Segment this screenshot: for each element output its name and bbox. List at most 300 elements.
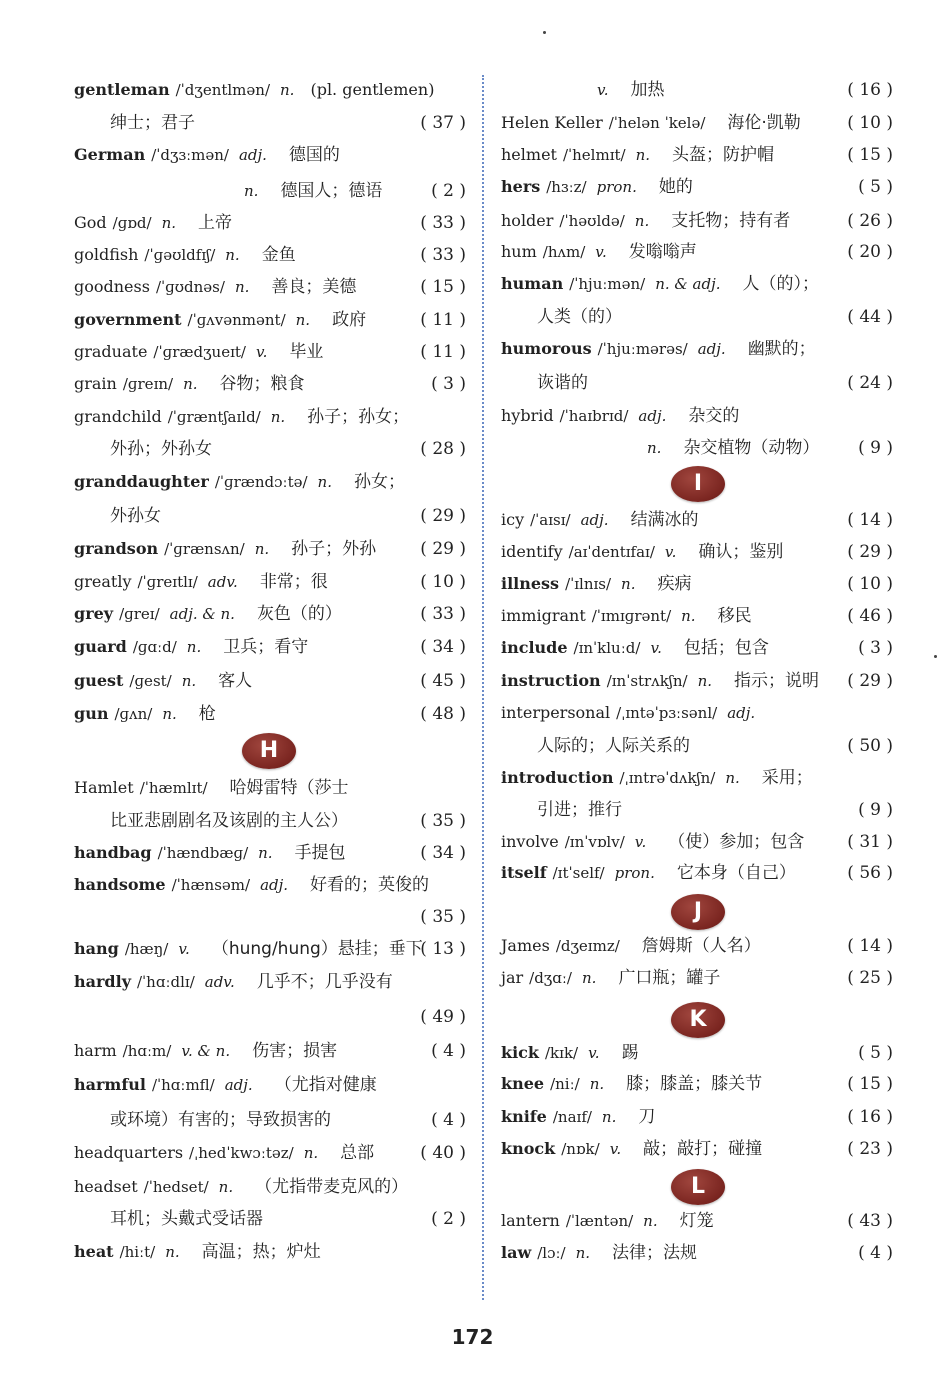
unit-number: ( 37 ) [420, 113, 466, 133]
entry-row [501, 334, 893, 364]
entry-row [501, 633, 893, 663]
unit-number: ( 15 ) [847, 1074, 893, 1094]
part-of-speech: n. & adj. [655, 275, 721, 293]
part-of-speech: n. [186, 638, 202, 656]
headword: harmful [74, 1075, 146, 1094]
entry-row [501, 140, 893, 170]
headword: involve [501, 832, 559, 851]
chinese-definition: 人际的；人际关系的 [537, 736, 690, 756]
unit-number: ( 9 ) [858, 800, 893, 820]
chinese-definition: 采用； [761, 768, 813, 788]
phonetic: /aɪˈdentɪfaɪ/ [568, 543, 655, 561]
headword: government [74, 310, 182, 329]
part-of-speech: v. [255, 343, 268, 361]
chinese-definition: 敲；敲打；碰撞 [643, 1139, 763, 1159]
entry-row [501, 569, 893, 599]
unit-number: ( 11 ) [420, 342, 466, 362]
entry-row [501, 206, 893, 236]
phonetic: /ɡreɪn/ [122, 375, 174, 393]
phonetic: /ˈhelmɪt/ [562, 146, 626, 164]
chinese-definition: 膝；膝盖；膝关节 [626, 1074, 763, 1094]
chinese-definition: 头盔；防护帽 [672, 145, 775, 165]
chinese-definition: 枪 [198, 704, 216, 724]
headword: hang [74, 939, 119, 958]
headword: icy [501, 510, 525, 529]
chinese-definition: 德国的 [288, 145, 340, 165]
unit-number: ( 10 ) [847, 113, 893, 133]
chinese-definition: 疾病 [657, 574, 692, 594]
chinese-definition: 结满冰的 [630, 510, 699, 530]
part-of-speech: n. [635, 146, 651, 164]
unit-number: ( 5 ) [858, 177, 893, 197]
chinese-definition: 诙谐的 [537, 373, 588, 393]
unit-number: ( 29 ) [847, 542, 893, 562]
headword: gentleman [74, 80, 170, 99]
headword: greatly [74, 572, 132, 591]
entry-continuation [74, 501, 466, 531]
unit-number: ( 35 ) [420, 907, 466, 927]
entry-row [74, 1036, 466, 1066]
chinese-definition: 确认；鉴别 [698, 542, 784, 562]
unit-number: ( 4 ) [858, 1243, 893, 1263]
phonetic: /ˈhəʊldə/ [559, 212, 625, 230]
chinese-definition: 总部 [340, 1143, 375, 1163]
chinese-definition: 孙女； [353, 472, 405, 492]
part-of-speech: n. [225, 246, 240, 264]
unit-number: ( 43 ) [847, 1211, 893, 1231]
unit-number: ( 46 ) [847, 606, 893, 626]
chinese-definition: 杂交的 [688, 406, 740, 426]
part-of-speech: adj. [260, 876, 289, 894]
chinese-definition: 幽默的； [747, 339, 816, 359]
entry-row [501, 666, 893, 696]
entry-row [74, 967, 466, 997]
part-of-speech: adv. [207, 573, 238, 591]
headword: God [74, 213, 107, 232]
phonetic: /ɡest/ [129, 672, 172, 690]
headword: gun [74, 704, 109, 723]
part-of-speech: adj. [727, 704, 756, 722]
headword: human [501, 274, 564, 293]
phonetic: /ˈɡrædʒueɪt/ [153, 343, 246, 361]
part-of-speech: v. & n. [181, 1042, 231, 1060]
phonetic: /lɔː/ [537, 1244, 566, 1262]
unit-number: ( 2 ) [431, 1209, 466, 1229]
chinese-definition: 引进；推行 [537, 800, 622, 820]
chinese-definition: 人（的）； [742, 274, 820, 294]
part-of-speech: n. [181, 672, 197, 690]
phonetic: /naɪf/ [552, 1108, 592, 1126]
phonetic: /ˈhaɪbrɪd/ [559, 407, 629, 425]
unit-number: ( 29 ) [847, 671, 893, 691]
phonetic: /ˈdʒentlmən/ [175, 81, 271, 99]
print-speck [934, 655, 937, 658]
part-of-speech: n. [234, 278, 250, 296]
phonetic: /niː/ [550, 1075, 580, 1093]
unit-number: ( 49 ) [420, 1007, 466, 1027]
unit-number: ( 28 ) [420, 439, 466, 459]
headword: grey [74, 604, 114, 623]
part-of-speech: adj. [697, 340, 726, 358]
entry-continuation [74, 806, 466, 836]
entry-row [74, 699, 466, 729]
unit-number: ( 33 ) [420, 604, 466, 624]
entry-row [74, 369, 466, 399]
chinese-definition: 她的 [658, 177, 693, 197]
unit-number: ( 23 ) [847, 1139, 893, 1159]
entry-row [501, 827, 893, 857]
chinese-definition: 耳机；头戴式受话器 [110, 1209, 263, 1229]
entry-row [74, 1070, 466, 1100]
chinese-definition: 广口瓶；罐子 [618, 968, 721, 988]
entry-row [501, 1069, 893, 1099]
phonetic: /hɑːm/ [122, 1042, 172, 1060]
page-number: 172 [451, 1325, 494, 1349]
chinese-definition: 灯笼 [679, 1211, 714, 1231]
column-divider [482, 75, 484, 1300]
unit-number: ( 40 ) [420, 1143, 466, 1163]
headword: interpersonal [501, 703, 611, 722]
phonetic: /dʒɑː/ [529, 969, 572, 987]
phonetic: /ˈhɑːmfl/ [151, 1076, 215, 1094]
part-of-speech: n. [183, 375, 198, 393]
entry-row [74, 934, 466, 964]
part-of-speech: n. [258, 844, 273, 862]
entry-row [74, 208, 466, 238]
headword: immigrant [501, 606, 586, 625]
part-of-speech: adj. [638, 407, 667, 425]
phonetic: /ˈhænsəm/ [171, 876, 251, 894]
headword: handsome [74, 875, 166, 894]
chinese-definition: 指示；说明 [734, 671, 820, 691]
headword: itself [501, 863, 547, 882]
chinese-definition: 包括；包含 [683, 638, 769, 658]
unit-number: ( 11 ) [420, 310, 466, 330]
section-letter-l: L [671, 1169, 725, 1205]
phonetic: /ˌhedˈkwɔːtəz/ [189, 1144, 294, 1162]
entry-row [74, 75, 466, 105]
headword: grandchild [74, 407, 162, 426]
part-of-speech: n. [161, 214, 177, 232]
chinese-definition: 支托物；持有者 [671, 211, 791, 231]
headword: introduction [501, 768, 614, 787]
phonetic: /ˈhɑːdlɪ/ [137, 973, 195, 991]
headword: law [501, 1243, 532, 1262]
entry-row [501, 537, 893, 567]
part-of-speech: n. [244, 182, 259, 200]
entry-row [74, 402, 466, 432]
entry-continuation [501, 795, 893, 825]
unit-number: ( 50 ) [847, 736, 893, 756]
part-of-speech: n. [647, 439, 662, 457]
entry-row [501, 1206, 893, 1236]
unit-number: ( 56 ) [847, 863, 893, 883]
part-of-speech: n. [634, 212, 650, 230]
phonetic: /ˈlæntən/ [565, 1212, 634, 1230]
phonetic: /ˈhedset/ [143, 1178, 209, 1196]
chinese-definition: 手提包 [294, 843, 346, 863]
headword: heat [74, 1242, 114, 1261]
part-of-speech: pron. [596, 178, 637, 196]
unit-number: ( 33 ) [420, 245, 466, 265]
unit-number: ( 10 ) [847, 574, 893, 594]
part-of-speech: v. [595, 243, 607, 261]
unit-number: ( 9 ) [858, 438, 893, 458]
chinese-definition: 客人 [218, 671, 253, 691]
entry-row [74, 838, 466, 868]
unit-number: ( 2 ) [431, 181, 466, 201]
phonetic: /nɒk/ [561, 1140, 600, 1158]
part-of-speech: v. [650, 639, 662, 657]
headword: granddaughter [74, 472, 209, 491]
chinese-definition: 人类（的） [537, 307, 622, 327]
entry-row [501, 237, 893, 267]
entry-row [501, 763, 893, 793]
unit-number: ( 14 ) [847, 936, 893, 956]
headword: illness [501, 574, 560, 593]
entry-row [74, 467, 466, 497]
unit-number: ( 20 ) [847, 242, 893, 262]
part-of-speech: pron. [614, 864, 655, 882]
chinese-definition: 外孙；外孙女 [110, 439, 212, 459]
entry-continuation [501, 433, 893, 463]
chinese-definition: 孙子；孙女； [307, 407, 410, 427]
chinese-definition: 绅士；君子 [110, 113, 195, 133]
phonetic: /ˈhændbæɡ/ [157, 844, 249, 862]
phonetic: /dʒeɪmz/ [555, 937, 620, 955]
entry-row [74, 240, 466, 270]
headword: German [74, 145, 146, 164]
headword: include [501, 638, 568, 657]
part-of-speech: n. [601, 1108, 617, 1126]
entry-row [74, 567, 466, 597]
entry-row [501, 858, 893, 888]
entry-row [74, 632, 466, 662]
part-of-speech: v. [597, 81, 609, 99]
phonetic: /ˈɪlnɪs/ [565, 575, 612, 593]
unit-number: ( 15 ) [420, 277, 466, 297]
part-of-speech: n. [295, 311, 311, 329]
unit-number: ( 33 ) [420, 213, 466, 233]
entry-row [74, 666, 466, 696]
headword: knock [501, 1139, 556, 1158]
entry-row [74, 305, 466, 335]
chinese-definition: 政府 [332, 310, 367, 330]
chinese-definition: 上帝 [198, 213, 233, 233]
entry-row [74, 773, 466, 803]
headword: Helen Keller [501, 113, 603, 132]
unit-number: ( 16 ) [847, 1107, 893, 1127]
chinese-definition: 金鱼 [261, 245, 296, 265]
headword: headquarters [74, 1143, 184, 1162]
headword: holder [501, 211, 554, 230]
headword: guest [74, 671, 124, 690]
phonetic: /ˈɡʌvənmənt/ [187, 311, 286, 329]
unit-number: ( 24 ) [847, 373, 893, 393]
entry-row [501, 1134, 893, 1164]
chinese-definition: 或环境）有害的；导致损害的 [110, 1110, 331, 1130]
phonetic: /ɪnˈvɒlv/ [564, 833, 625, 851]
headword: James [501, 936, 550, 955]
chinese-definition: 孙子；外孙 [291, 539, 377, 559]
entry-row [74, 140, 466, 170]
phonetic: /ˌɪntrəˈdʌkʃn/ [619, 769, 716, 787]
entry-row [501, 1038, 893, 1068]
headword: goldfish [74, 245, 139, 264]
headword: graduate [74, 342, 148, 361]
headword: grain [74, 374, 117, 393]
entry-row [501, 698, 893, 728]
phonetic: /ˈɪmɪɡrənt/ [591, 607, 672, 625]
entry-row [74, 272, 466, 302]
phonetic: /ɡɑːd/ [132, 638, 177, 656]
chinese-definition: 发嗡嗡声 [628, 242, 697, 262]
part-of-speech: n. [317, 473, 332, 491]
chinese-definition: 詹姆斯（人名） [641, 936, 761, 956]
chinese-definition: 卫兵；看守 [223, 637, 309, 657]
part-of-speech: n. [218, 1178, 234, 1196]
part-of-speech: n. [575, 1244, 591, 1262]
unit-number: ( 3 ) [431, 374, 466, 394]
part-of-speech: n. [621, 575, 636, 593]
chinese-definition: 好看的；英俊的 [310, 875, 430, 895]
phonetic: /hɜːz/ [546, 178, 587, 196]
phonetic: /ɡʌn/ [114, 705, 153, 723]
headword: goodness [74, 277, 150, 296]
part-of-speech: v. [609, 1140, 622, 1158]
phonetic: /ɪnˈkluːd/ [573, 639, 641, 657]
headword: harm [74, 1041, 117, 1060]
chinese-definition: 加热 [630, 80, 665, 100]
entry-continuation [74, 1105, 466, 1135]
chinese-definition: 外孙女 [110, 506, 161, 526]
unit-number: ( 31 ) [847, 832, 893, 852]
section-letter-i: I [671, 466, 725, 502]
chinese-definition: 移民 [717, 606, 752, 626]
section-letter-j: J [671, 894, 725, 930]
section-letter-k: K [671, 1002, 725, 1038]
chinese-definition: 它本身（自己） [676, 863, 796, 883]
chinese-definition: 比亚悲剧剧名及该剧的主人公） [110, 811, 348, 831]
entry-row [74, 1237, 466, 1267]
print-speck [543, 31, 546, 34]
phonetic: /ɪnˈstrʌkʃn/ [606, 672, 688, 690]
part-of-speech: n. [254, 540, 270, 558]
entry-row [501, 601, 893, 631]
headword: grandson [74, 539, 159, 558]
unit-number: ( 16 ) [847, 80, 893, 100]
phonetic: /ˌɪntəˈpɜːsənl/ [616, 704, 718, 722]
phonetic: /ˈhjuːmərəs/ [597, 340, 688, 358]
entry-continuation [74, 108, 466, 138]
entry-continuation [74, 1204, 466, 1234]
phonetic: /kɪk/ [545, 1044, 579, 1062]
chinese-definition: 德国人；德语 [280, 181, 383, 201]
entry-continuation [501, 731, 893, 761]
phonetic: /ɡreɪ/ [119, 605, 160, 623]
part-of-speech: n. [165, 1243, 180, 1261]
chinese-definition: （hung/hung）悬挂；垂下 [211, 939, 423, 959]
phonetic: /ɪtˈself/ [552, 864, 605, 882]
headword: lantern [501, 1211, 560, 1230]
entry-row [74, 337, 466, 367]
chinese-definition: （尤指带麦克风的） [255, 1177, 409, 1197]
entry-row [501, 401, 893, 431]
entry-row [74, 870, 466, 900]
headword: hardly [74, 972, 131, 991]
entry-row [501, 108, 893, 138]
phonetic: /ˈdʒɜːmən/ [151, 146, 229, 164]
unit-number: ( 14 ) [847, 510, 893, 530]
part-of-speech: n. [643, 1212, 658, 1230]
headword: jar [501, 968, 524, 987]
chinese-definition: 高温；热；炉灶 [201, 1242, 321, 1262]
entry-row [501, 1238, 893, 1268]
unit-number: ( 34 ) [420, 637, 466, 657]
entry-row [74, 1172, 466, 1202]
chinese-definition: 哈姆雷特（莎士 [229, 778, 349, 798]
phonetic: /ˈɡrændɔːtə/ [214, 473, 308, 491]
unit-number: ( 15 ) [847, 145, 893, 165]
phonetic: /hæŋ/ [124, 940, 169, 958]
headword: hum [501, 242, 537, 261]
entry-row [501, 505, 893, 535]
phonetic: /ɡɒd/ [112, 214, 152, 232]
phonetic: /ˈɡreɪtlɪ/ [137, 573, 198, 591]
unit-number: ( 45 ) [420, 671, 466, 691]
entry-row [501, 1102, 893, 1132]
part-of-speech: adj. & n. [169, 605, 235, 623]
part-of-speech: n. [280, 81, 295, 99]
chinese-definition: 善良；美德 [271, 277, 357, 297]
part-of-speech: v. [664, 543, 677, 561]
chinese-definition: 谷物；粮食 [219, 374, 305, 394]
unit-number: ( 34 ) [420, 843, 466, 863]
phonetic: /ˈɡəʊldfɪʃ/ [144, 246, 216, 264]
part-of-speech: v. [588, 1044, 600, 1062]
unit-number: ( 5 ) [858, 1043, 893, 1063]
entry-row [74, 1138, 466, 1168]
headword: hers [501, 177, 541, 196]
part-of-speech: n. [582, 969, 597, 987]
entry-row [74, 599, 466, 629]
part-of-speech: n. [162, 705, 177, 723]
chinese-definition: 几乎不；几乎没有 [256, 972, 393, 992]
headword: instruction [501, 671, 601, 690]
entry-continuation [74, 434, 466, 464]
chinese-definition: 毕业 [289, 342, 324, 362]
chinese-definition: 灰色（的） [256, 604, 342, 624]
part-of-speech: v. [634, 833, 647, 851]
entry-row [74, 534, 466, 564]
part-of-speech: adv. [204, 973, 235, 991]
unit-number: ( 25 ) [847, 968, 893, 988]
unit-number: ( 13 ) [420, 939, 466, 959]
unit-number: ( 3 ) [858, 638, 893, 658]
part-of-speech: adj. [580, 511, 609, 529]
entry-continuation [501, 302, 893, 332]
entry-continuation [74, 176, 466, 206]
part-of-speech: v. [178, 940, 190, 958]
part-of-speech: n. [697, 672, 713, 690]
phonetic: /ˈɡræntʃaɪld/ [167, 408, 261, 426]
entry-row [501, 172, 893, 202]
phonetic: /ˈhæmlɪt/ [139, 779, 208, 797]
part-of-speech: n. [681, 607, 696, 625]
part-of-speech: adj. [238, 146, 267, 164]
phonetic: /hʌm/ [542, 243, 586, 261]
unit-number: ( 29 ) [420, 539, 466, 559]
